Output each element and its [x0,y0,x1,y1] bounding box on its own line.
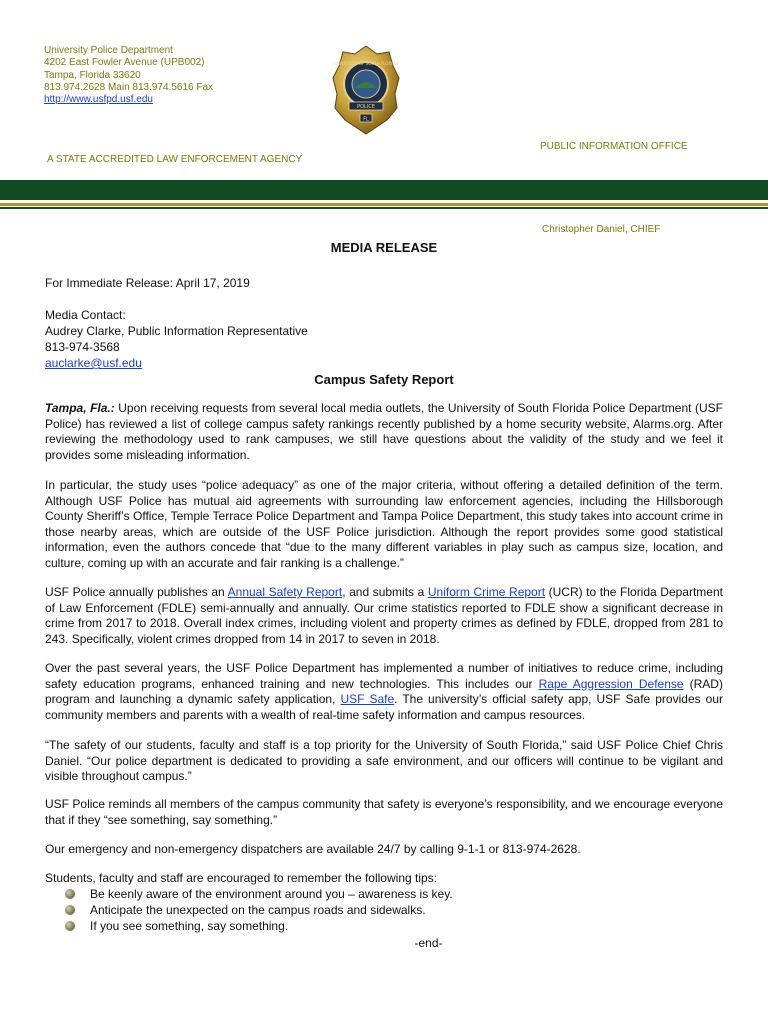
paragraph-tips-intro: Students, faculty and staff are encouraged to remember the following tips: [45,871,438,885]
tip-text: Be keenly aware of the environment around you – awareness is key. [90,887,453,901]
tip-text: Anticipate the unexpected on the campus roads and sidewalks. [90,903,426,917]
department-address [44,45,213,106]
office-name: PUBLIC INFORMATION OFFICE [540,141,688,152]
list-item [65,902,453,918]
badge-state-text: FL [363,116,369,123]
paragraph-text: (UCR) to the Florida Department of Law Enforcement (FDLE) semi-annually and annually. Our crime statistics reported to FDLE show a significant decrease in crime from 2017 to 2018. Overall index crimes, including violent and property crimes as defined by FDLE, dropped from 281 to 243. Specifically, violent crimes dropped from 14 in 2017 to seven in 2018. [45,585,723,646]
bullet-icon [65,889,75,899]
paragraph-initiatives [45,661,723,723]
chief-name: Christopher Daniel, CHIEF [542,224,661,235]
end-marker: -end- [414,936,443,950]
report-title: Campus Safety Report [314,372,454,387]
paragraph-text: . The university’s official safety app, USF Safe provides our community members and parents with a wealth of real-time safety information and campus resources. [45,692,723,722]
header-band [0,180,768,200]
contact-phone: 813-974-3568 [45,340,120,354]
media-release-heading: MEDIA RELEASE [330,240,438,255]
paragraph-methodology: In particular, the study uses “police adequacy” as one of the major criteria, without offering a detailed definition of the term. Although USF Police has mutual aid agreements with surrounding law enforcement agencies, including the Hillsborough County Sheriff’s Office, Temple Terrace Police Department and Tampa Police Department, this study takes into account crime in those nearby areas, which are outside of the USF Police jurisdiction. Although the report provides some good statistical information, even the authors concede that “due to the many different variables in play such as campus size, location, and culture, coming up with an accurate and fair ranking is a challenge.” [45,478,723,570]
contact-label: Media Contact: [45,308,126,322]
tips-list [65,886,453,934]
badge-ring-text: UNIVERSITY OF SOUTH FLORIDA [333,61,399,66]
paragraph-statistics [45,585,723,647]
address-line: 813.974.2628 Main 813.974.5616 Fax [44,81,214,93]
paragraph-dispatch: Our emergency and non-emergency dispatchers are available 24/7 by calling 9-1-1 or 813-974-2628. [45,842,581,856]
address-line: University Police Department [44,45,173,56]
contact-name: Audrey Clarke, Public Information Representative [45,324,308,338]
rad-program-link[interactable]: Rape Aggression Defense [538,676,684,691]
accreditation-tagline: A STATE ACCREDITED LAW ENFORCEMENT AGENCY [47,154,303,165]
tip-text: If you see something, say something. [90,919,289,933]
police-badge-logo [331,44,401,136]
header-rule-gold [0,203,768,206]
list-item [65,918,453,934]
paragraph-reminder: USF Police reminds all members of the campus community that safety is everyone’s responsibility, and we encourage everyone that if they “see something, say something.” [45,797,723,827]
header-rule-green [0,207,768,209]
paragraph-text: (RAD) program and launching a dynamic safety application, [45,676,723,707]
dateline: Tampa, Fla.: [45,401,115,415]
usf-safe-link[interactable]: USF Safe [340,692,395,707]
paragraph-chief-quote: “The safety of our students, faculty and staff is a top priority for the University of South Florida,” said USF Police Chief Chris Daniel. “Our police department is dedicated to providing a safe environment, and our officers will continue to be vigilant and visible throughout campus.” [45,738,723,784]
paragraph-text: Over the past several years, the USF Police Department has implemented a number of initiatives to reduce crime, including safety education programs, enhanced training and new technologies. This includes our [45,661,723,691]
website-link[interactable]: http://www.usfpd.usf.edu [44,94,153,106]
paragraph-text: Upon receiving requests from several local media outlets, the University of South Florida Police Department (USF Police) has reviewed a list of college campus safety rankings recently published by a home security website, Alarms.org. After reviewing the methodology used to rank campuses, we still have questions about the validity of the study and we feel it provides some misleading information. [45,401,723,462]
paragraph-text: USF Police annually publishes an [45,585,228,599]
list-item [65,886,453,902]
bullet-icon [65,921,75,931]
uniform-crime-report-link[interactable]: Uniform Crime Report [427,585,546,599]
bullet-icon [65,905,75,915]
contact-email-link[interactable]: auclarke@usf.edu [45,356,142,370]
address-line: 4202 East Fowler Avenue (UPB002) [44,57,205,69]
paragraph-intro [45,401,723,463]
release-date: For Immediate Release: April 17, 2019 [45,276,250,290]
address-line: Tampa, Florida 33620 [44,69,141,81]
paragraph-text: , and submits a [342,585,428,599]
badge-banner-text: POLICE [357,104,375,110]
annual-safety-report-link[interactable]: Annual Safety Report [227,585,343,599]
release-contact-block [45,275,308,371]
